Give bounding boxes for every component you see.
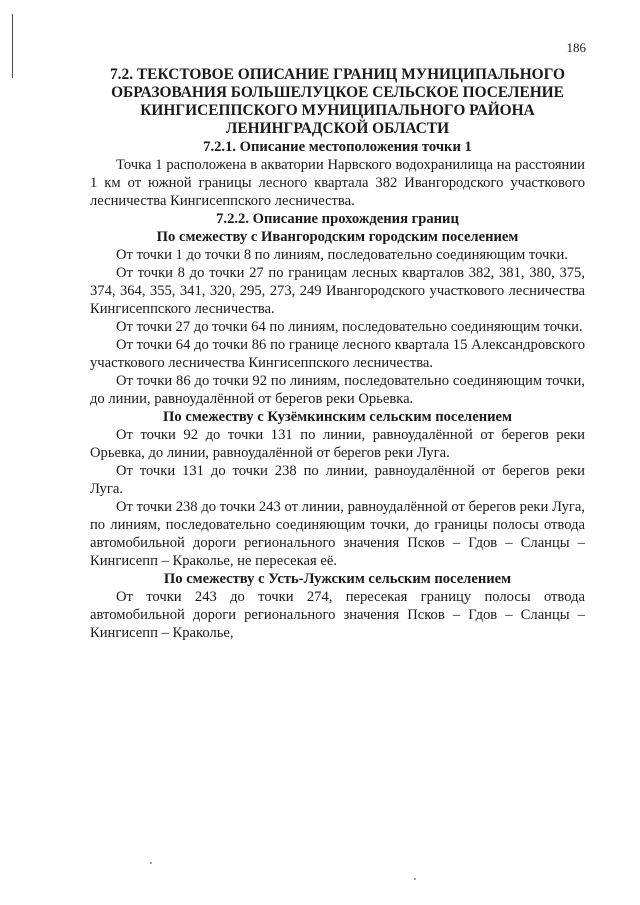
ust-luga-heading: По смежеству с Усть-Лужским сельским поселением (163, 571, 512, 587)
section-722-heading: 7.2.2. Описание прохождения границ (216, 211, 459, 227)
ust-luga-paragraph: От точки 243 до точки 274, пересекая границу полосы отвода автомобильной дороги регионального значения Псков – Гдов – Сланцы – Кингисепп – Краколье, (90, 589, 585, 641)
page-number: 186 (566, 40, 586, 55)
kuzemkino-heading: По смежеству с Кузёмкинским сельским поселением (163, 409, 512, 425)
section-721-heading: 7.2.1. Описание местоположения точки 1 (203, 139, 472, 155)
document-title: 7.2. ТЕКСТОВОЕ ОПИСАНИЕ ГРАНИЦ МУНИЦИПАЛЬНОГО ОБРАЗОВАНИЯ БОЛЬШЕЛУЦКОЕ СЕЛЬСКОЕ ПОСЕЛЕНИЕ КИНГИСЕППСКОГО МУНИЦИПАЛЬНОГО РАЙОНА ЛЕНИНГРАДСКОЙ ОБЛАСТИ (109, 66, 566, 137)
ivangorod-paragraph: От точки 8 до точки 27 по границам лесных кварталов 382, 381, 380, 375, 374, 364, 355, 341, 320, 295, 273, 249 Ивангородского участкового лесничества Кингисеппского лесничества. (90, 265, 585, 317)
scan-speck (414, 878, 416, 880)
kuzemkino-paragraph: От точки 92 до точки 131 по линии, равноудалённой от берегов реки Орьевка, до линии, равноудалённой от берегов реки Луга. (90, 427, 585, 461)
scan-margin-line (12, 14, 13, 78)
ivangorod-paragraph: От точки 64 до точки 86 по границе лесного квартала 15 Александровского участкового лесничества Кингисеппского лесничества. (90, 337, 585, 371)
kuzemkino-paragraph: От точки 131 до точки 238 по линии, равноудалённой от берегов реки Луга. (90, 463, 585, 497)
document-body (90, 66, 585, 642)
ivangorod-paragraph: От точки 1 до точки 8 по линиям, последовательно соединяющим точки. (116, 247, 568, 263)
scan-speck (150, 862, 152, 864)
ivangorod-heading: По смежеству с Ивангородским городским поселением (156, 229, 519, 245)
kuzemkino-paragraph: От точки 238 до точки 243 от линии, равноудалённой от берегов реки Луга, по линиям, последовательно соединяющим точки, до границы полосы отвода автомобильной дороги регионального значения Псков – Гдов – Сланцы – Кингисепп – Краколье, не пересекая её. (90, 499, 585, 569)
ivangorod-paragraph: От точки 27 до точки 64 по линиям, последовательно соединяющим точки. (116, 319, 583, 335)
ivangorod-paragraph: От точки 86 до точки 92 по линиям, последовательно соединяющим точки, до линии, равноудалённой от берегов реки Орьевка. (90, 373, 585, 407)
section-721-text: Точка 1 расположена в акватории Нарвского водохранилища на расстоянии 1 км от южной границы лесного квартала 382 Ивангородского участкового лесничества Кингисеппского лесничества. (90, 157, 585, 209)
